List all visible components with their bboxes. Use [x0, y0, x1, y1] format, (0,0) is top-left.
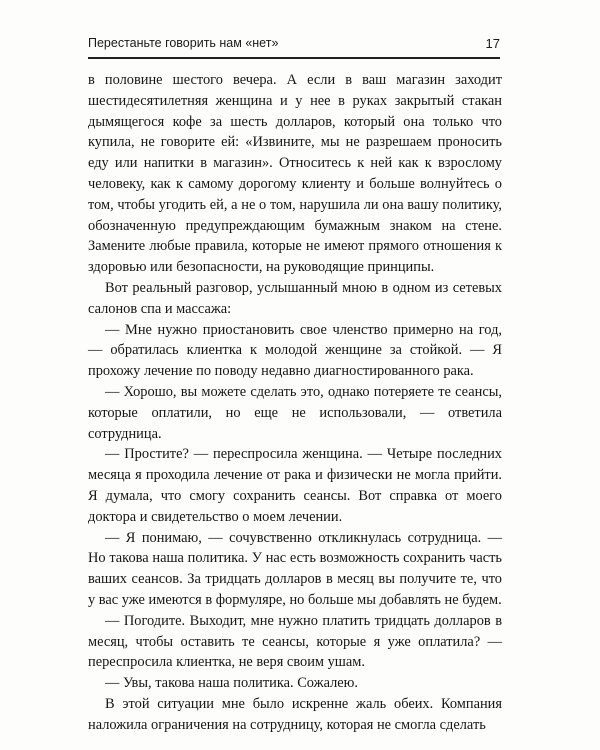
paragraph: — Я понимаю, — сочувственно откликнулась сотрудница. — Но такова наша политика. У нас есть возможность сохранить часть ваших сеансов. За тридцать долларов в месяц вы получите те, что у вас уже имеются в формуляре, но больше мы добавлять не будем.: [88, 529, 502, 608]
paragraph: В этой ситуации мне было искренне жаль обеих. Компания наложила ограничения на сотрудницу, которая не смогла сделать: [88, 695, 502, 733]
paragraph: — Мне нужно приостановить свое членство примерно на год, — обратилась клиентка к молодой женщине за стойкой. — Я прохожу лечение по поводу недавно диагностированного рака.: [88, 321, 502, 380]
paragraph: — Погодите. Выходит, мне нужно платить тридцать долларов в месяц, чтобы оставить те сеансы, которые я уже оплатила? — переспросила клиентка, не веря своим ушам.: [88, 612, 502, 671]
paragraph: в половине шестого вечера. А если в ваш магазин заходит шестидесятилетняя женщина и у нее в руках закрытый стакан дымящегося кофе за шесть долларов, который она только что купила, не говорите ей: «Извините, мы не разрешаем проносить еду или напитки в магазин». Относитесь к ней как к взрослому человеку, как к самому дорогому клиенту и больше волнуйтесь о том, чтобы угодить ей, а не о том, нарушила ли она вашу политику, обозначенную предупреждающим бумажным знаком на стене. Замените любые правила, которые не имеют прямого отношения к здоровью или безопасности, на руководящие принципы.: [88, 72, 502, 276]
running-title: Перестаньте говорить нам «нет»: [88, 36, 279, 50]
header-rule: [88, 57, 500, 59]
paragraph: Вот реальный разговор, услышанный мною в одном из сетевых салонов спа и массажа:: [88, 279, 502, 317]
paragraph: — Простите? — переспросила женщина. — Четыре последних месяца я проходила лечение от рака и физически не могла прийти. Я думала, что смогу сохранить сеансы. Вот справка от моего доктора и свидетельство о моем лечении.: [88, 446, 502, 525]
running-header: [88, 36, 500, 58]
page-number: 17: [485, 36, 500, 51]
body-text: [88, 70, 502, 736]
paragraph: — Увы, такова наша политика. Сожалею.: [105, 675, 359, 692]
paragraph: — Хорошо, вы можете сделать это, однако потеряете те сеансы, которые оплатили, но еще не использовали, — ответила сотрудница.: [88, 383, 502, 442]
